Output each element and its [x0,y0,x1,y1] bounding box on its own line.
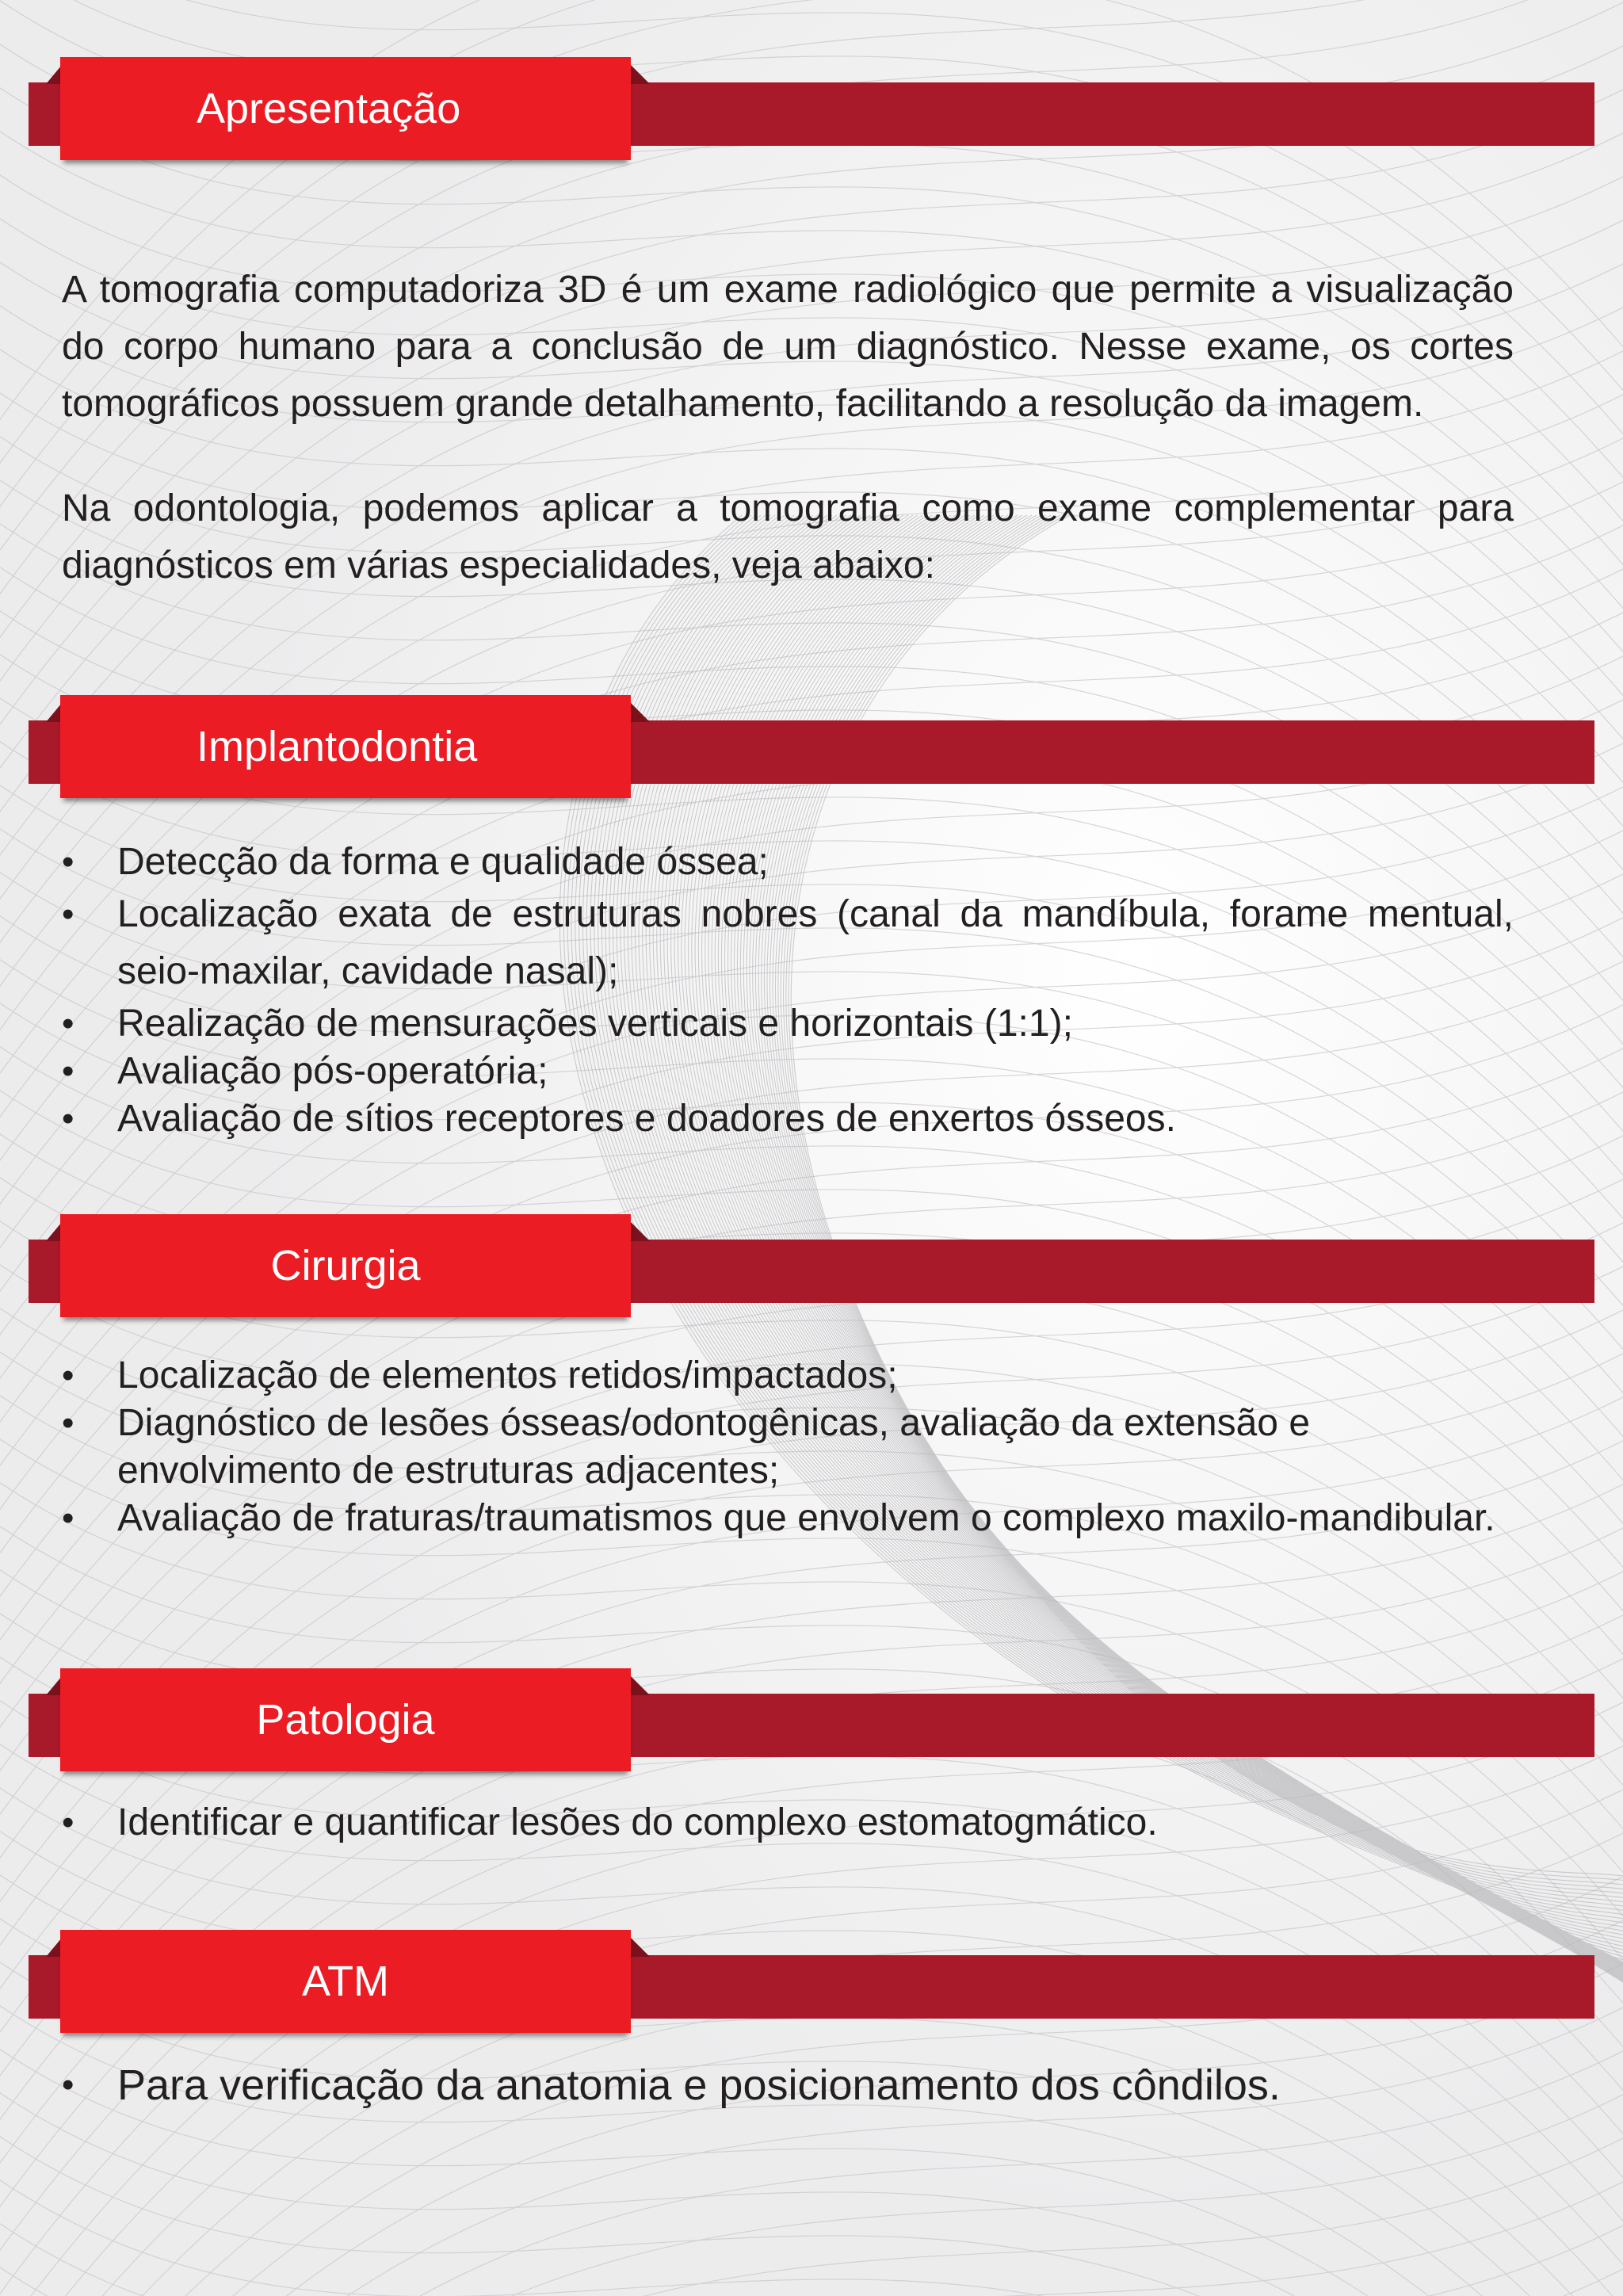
section-title-cirurgia: Cirurgia [270,1242,421,1289]
list-item: • Avaliação pós-operatória; [62,1048,1514,1095]
bullet-icon: • [62,842,74,881]
ribbon-fold [631,1676,650,1695]
intro-paragraph-2: Na odontologia, podemos aplicar a tomografia como exame complementar para diagnósticos em várias especialidades, veja abaixo: [62,487,1514,586]
patologia-list [62,1799,1514,1847]
section-title-implantodontia: Implantodontia [197,723,478,770]
bullet-icon: • [62,1803,74,1842]
ribbon-fold [46,65,62,84]
bullet-icon: • [62,1356,74,1395]
bullet-icon: • [62,1099,74,1138]
bullet-icon: • [62,895,74,934]
list-item: • Diagnóstico de lesões ósseas/odontogênicas, avaliação da extensão e envolvimento de estruturas adjacentes; [62,1400,1514,1495]
list-item: • Avaliação de fraturas/traumatismos que envolvem o complexo maxilo-mandibular. [62,1495,1514,1542]
section-header-cirurgia [0,1214,1623,1333]
ribbon-fold [46,1676,62,1695]
cirurgia-list [62,1352,1514,1542]
bullet-icon: • [62,1499,74,1538]
list-item: • Localização de elementos retidos/impactados; [62,1352,1514,1400]
section-header-atm [0,1930,1623,2049]
ribbon-fold [46,1222,62,1241]
ribbon-fold [46,703,62,722]
section-header-implantodontia [0,695,1623,814]
ribbon-fold [631,65,650,84]
implantodontia-list [62,839,1514,1143]
intro-paragraph: A tomografia computadoriza 3D é um exame radiológico que permite a visualização do corpo humano para a conclusão de um diagnóstico. Nesse exame, os cortes tomográficos possuem grande detalhamento, facilitando a resolução da imagem. [62,269,1514,425]
ribbon-fold [631,703,650,722]
bullet-icon: • [62,2065,74,2104]
list-item: • Para verificação da anatomia e posicionamento dos côndilos. [62,2057,1514,2113]
list-item: • Avaliação de sítios receptores e doadores de enxertos ósseos. [62,1095,1514,1143]
ribbon-fold [631,1222,650,1241]
bullet-icon: • [62,1404,74,1442]
section-title-patologia: Patologia [256,1696,435,1744]
section-header-patologia [0,1668,1623,1787]
bullet-icon: • [62,1052,74,1091]
section-title-apresentacao: Apresentação [197,85,461,132]
ribbon-fold [46,1938,62,1957]
section-header-apresentacao [0,57,1623,176]
list-item: • Localização exata de estruturas nobres (canal da mandíbula, forame mentual, seio-maxilar, cavidade nasal); [62,886,1514,1000]
list-item: • Realização de mensurações verticais e horizontais (1:1); [62,1000,1514,1048]
list-item: • Detecção da forma e qualidade óssea; [62,839,1514,886]
atm-list [62,2057,1514,2113]
list-item: • Identificar e quantificar lesões do complexo estomatogmático. [62,1799,1514,1847]
section-title-atm: ATM [302,1958,389,2005]
bullet-icon: • [62,1004,74,1043]
ribbon-fold [631,1938,650,1957]
